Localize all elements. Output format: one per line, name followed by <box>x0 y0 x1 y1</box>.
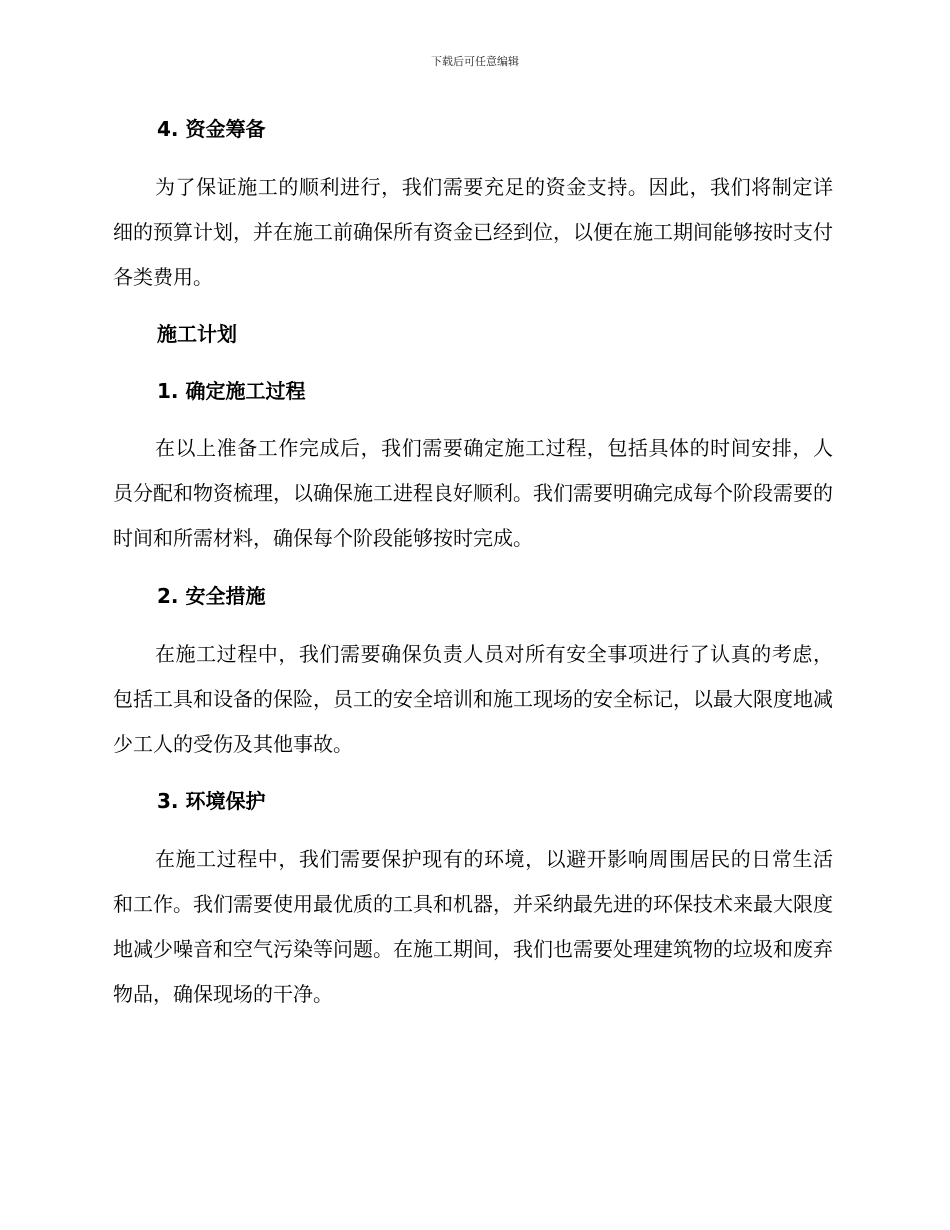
section-paragraph-environment: 在施工过程中，我们需要保护现有的环境，以避开影响周围居民的日常生活和工作。我们需要使用最优质的工具和机器，并采纳最先进的环保技术来最大限度地减少噪音和空气污染等问题。在施工期间，我们也需要处理建筑物的垃圾和废弃物品，确保现场的干净。 <box>113 847 833 1006</box>
section-heading-funding: 4. 资金筹备 <box>157 117 266 141</box>
page-header: 下载后可任意编辑 <box>431 55 519 68</box>
section-heading-construction-plan: 施工计划 <box>157 322 237 346</box>
section-heading-process: 1. 确定施工过程 <box>157 379 306 403</box>
section-paragraph-process: 在以上准备工作完成后，我们需要确定施工过程，包括具体的时间安排，人员分配和物资梳理，以确保施工进程良好顺利。我们需要明确完成每个阶段需要的时间和所需材料，确保每个阶段能够按时完成。 <box>113 436 833 550</box>
section-heading-environment: 3. 环境保护 <box>157 789 266 813</box>
section-paragraph-safety: 在施工过程中，我们需要确保负责人员对所有安全事项进行了认真的考虑，包括工具和设备的保险，员工的安全培训和施工现场的安全标记，以最大限度地减少工人的受伤及其他事故。 <box>113 642 833 756</box>
section-paragraph-funding: 为了保证施工的顺利进行，我们需要充足的资金支持。因此，我们将制定详细的预算计划，并在施工前确保所有资金已经到位，以便在施工期间能够按时支付各类费用。 <box>113 175 833 289</box>
section-heading-safety: 2. 安全措施 <box>157 584 266 608</box>
